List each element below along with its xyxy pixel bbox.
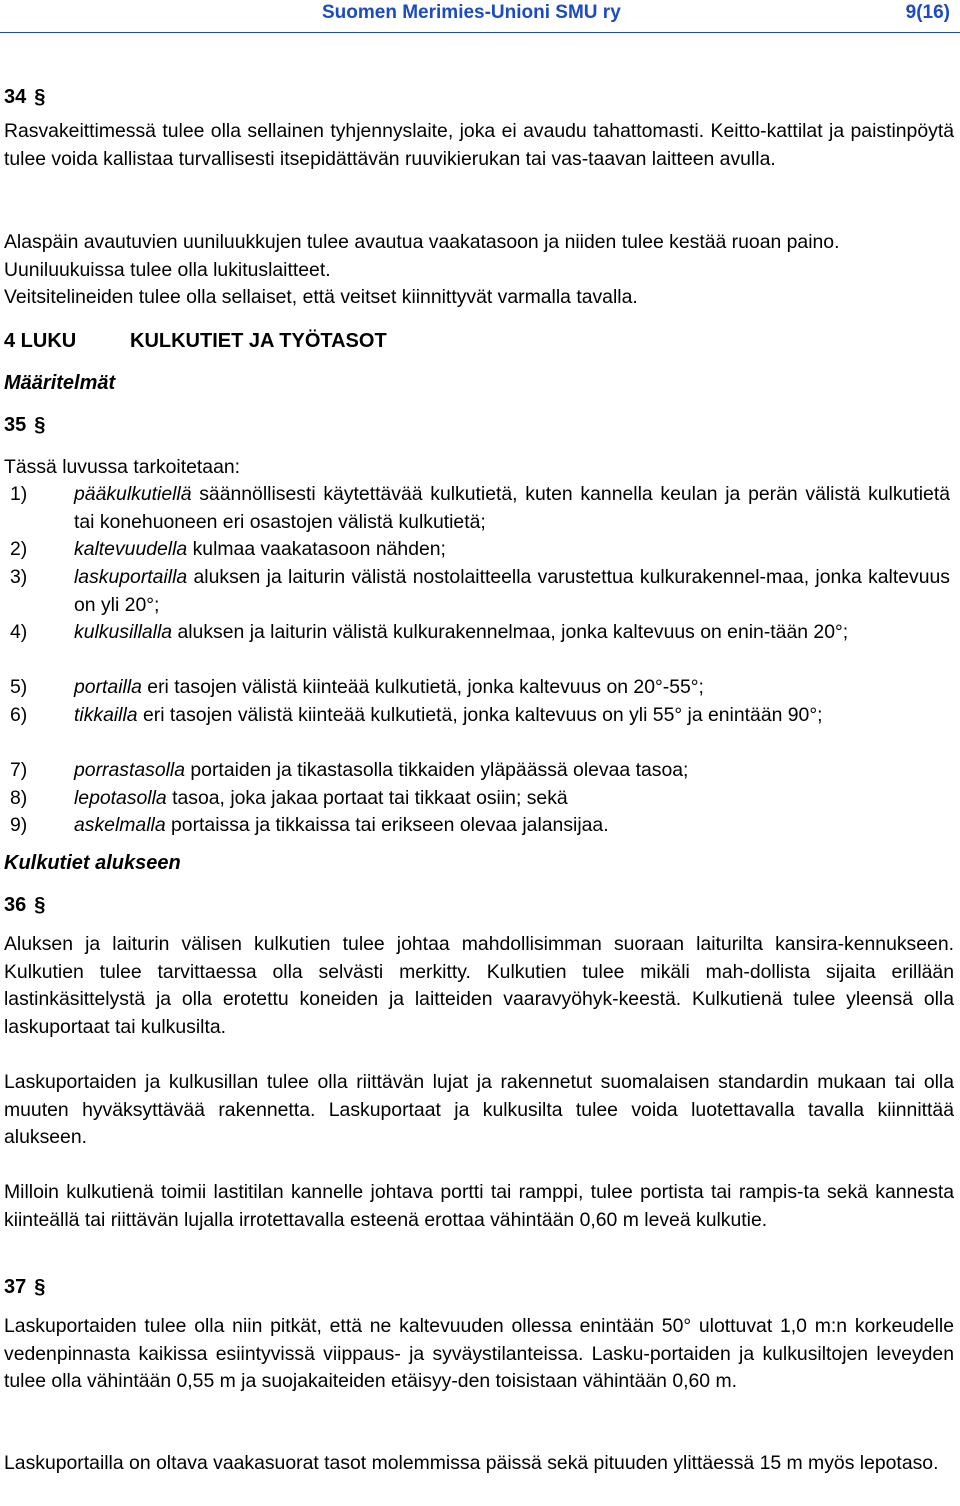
defined-term: askelmalla <box>74 814 166 836</box>
defined-term: tikkailla <box>74 704 138 726</box>
section-35-intro: Tässä luvussa tarkoitetaan: <box>4 456 241 478</box>
section-36-paragraph-3: Milloin kulkutienä toimii lastitilan kannelle johtava portti tai ramppi, tulee portista tai rampis-ta sekä kannesta kiinteällä tai riittävän lujalla irrotettavalla esteenä erottaa vähintään 0,60 m leveä kulkutie. <box>4 1181 954 1231</box>
defined-term: kulkusillalla <box>74 621 173 643</box>
section-37-paragraph-2: Laskuportailla on oltava vaakasuorat tasot molemmissa päissä sekä pituuden ylittäessä 15 m myös lepotaso. <box>4 1452 939 1474</box>
section-36-paragraph-1: Aluksen ja laiturin välisen kulkutien tulee johtaa mahdollisimman suoraan laiturilta kansira-kennukseen. Kulkutien tulee tarvittaessa olla selvästi merkitty. Kulkutien tulee mikäli mah-dollista sijaita erillään lastinkäsittelystä ja olla erotettu koneiden ja laitteiden vaaravyöhyk-keestä. Kulkutienä tulee yleensä olla laskuportaat tai kulkusilta. <box>4 933 954 1038</box>
item-number: 5) <box>10 676 28 698</box>
section-symbol: § <box>34 894 46 916</box>
defined-term: pääkulkutiellä <box>74 483 192 505</box>
section-symbol: § <box>34 86 46 108</box>
section-36-paragraph-2: Laskuportaiden ja kulkusillan tulee olla riittävän lujat ja rakennetut suomalaisen standardin mukaan tai olla muuten hyväksyttävää rakennetta. Laskuportaat ja kulkusilta tulee voida luotettavalla tavalla kiinnittää alukseen. <box>4 1071 954 1148</box>
defined-term: laskuportailla <box>74 566 188 588</box>
item-number: 2) <box>10 538 28 560</box>
definition-text: säännöllisesti käytettävää kulkutietä, kuten kannella keulan ja perän välistä kulkutietä tai konehuoneen eri osastojen välistä kulkutietä; <box>74 483 950 533</box>
chapter-heading <box>4 330 387 353</box>
section-number: 36 <box>4 894 27 916</box>
definition-text: aluksen ja laiturin välistä nostolaitteella varustettua kulkurakennel-maa, jonka kaltevuus on yli 20°; <box>74 566 950 616</box>
chapter-number: 4 LUKU <box>4 330 77 352</box>
page-header <box>0 0 960 32</box>
definition-text: tasoa, joka jakaa portaat tai tikkaat osiin; sekä <box>166 787 568 809</box>
section-symbol: § <box>34 1276 46 1298</box>
definition-text: kulmaa vaakatasoon nähden; <box>187 538 446 560</box>
defined-term: portailla <box>74 676 142 698</box>
section-34-paragraph-1: Rasvakeittimessä tulee olla sellainen tyhjennyslaite, joka ei avaudu tahattomasti. Keitto-kattilat ja paistinpöytä tulee voida kallistaa turvallisesti itsepidättävän ruuvikierukan tai vas-taavan laitteen avulla. <box>4 120 954 170</box>
page-number: 9(16) <box>905 2 950 23</box>
section-37-heading <box>4 1274 954 1302</box>
definition-text: portaiden ja tikastasolla tikkaiden yläpäässä olevaa tasoa; <box>185 759 689 781</box>
item-number: 6) <box>10 704 28 726</box>
definition-text: eri tasojen välistä kiinteää kulkutietä, jonka kaltevuus on 20°-55°; <box>141 676 704 698</box>
defined-term: lepotasolla <box>74 787 167 809</box>
section-37-paragraph-1: Laskuportaiden tulee olla niin pitkät, että ne kaltevuuden ollessa enintään 50° ulottuvat 1,0 m:n korkeudelle vedenpinnasta kaikissa esiintyvissä viippaus- ja syväystilanteissa. Lasku-portaiden ja kulkusiltojen leveyden tulee olla vähintään 0,55 m ja suojakaiteiden etäisyy-den toisistaan vähintään 0,60 m. <box>4 1315 954 1392</box>
subheading-routes-to-ship: Kulkutiet alukseen <box>4 852 181 874</box>
section-34-paragraph-3: Veitsitelineiden tulee olla sellaiset, että veitset kiinnittyvät varmalla tavalla. <box>4 286 638 308</box>
section-35-heading <box>4 412 954 440</box>
item-number: 3) <box>10 566 28 588</box>
subheading-definitions: Määritelmät <box>4 372 116 394</box>
definition-text: aluksen ja laiturin välistä kulkurakennelmaa, jonka kaltevuus on enin-tään 20°; <box>172 621 849 643</box>
item-number: 4) <box>10 621 28 643</box>
section-number: 34 <box>4 86 27 108</box>
organization-name: Suomen Merimies-Unioni SMU ry <box>322 2 621 23</box>
section-symbol: § <box>34 414 46 436</box>
item-number: 9) <box>10 814 28 836</box>
defined-term: porrastasolla <box>74 759 186 781</box>
section-34-heading <box>4 84 954 112</box>
definition-text: portaissa ja tikkaissa tai erikseen olevaa jalansijaa. <box>165 814 609 836</box>
item-number: 7) <box>10 759 28 781</box>
chapter-title: KULKUTIET JA TYÖTASOT <box>130 330 387 352</box>
defined-term: kaltevuudella <box>74 538 188 560</box>
definition-text: eri tasojen välistä kiinteää kulkutietä, jonka kaltevuus on yli 55° ja enintään 90°; <box>137 704 823 726</box>
section-number: 37 <box>4 1276 27 1298</box>
section-number: 35 <box>4 414 27 436</box>
section-36-heading <box>4 892 954 920</box>
item-number: 1) <box>10 483 28 505</box>
header-rule <box>0 32 960 33</box>
section-34-paragraph-2: Alaspäin avautuvien uuniluukkujen tulee avautua vaakatasoon ja niiden tulee kestää ruoan paino. Uuniluukuissa tulee olla lukituslaitteet. <box>4 231 840 281</box>
item-number: 8) <box>10 787 28 809</box>
